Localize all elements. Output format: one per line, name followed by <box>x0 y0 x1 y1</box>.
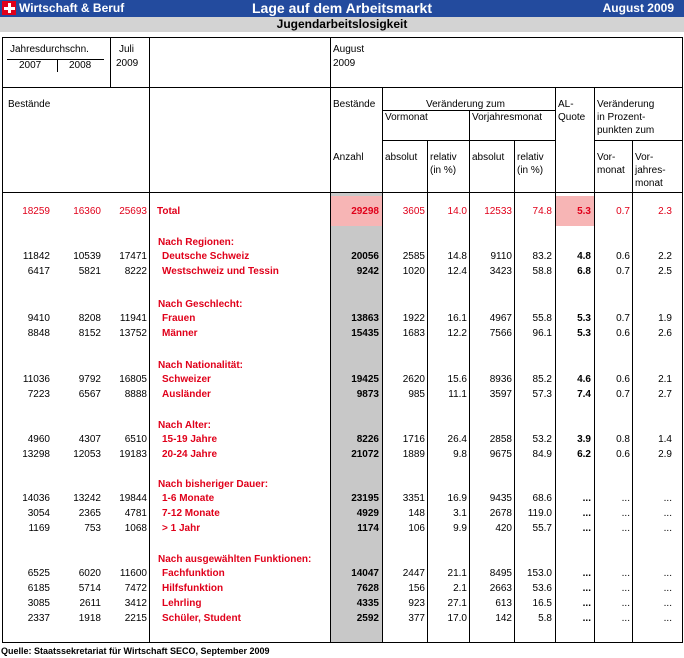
cell-2008: 9792 <box>78 374 101 385</box>
header-relativ-2-unit: (in %) <box>517 165 544 176</box>
cell-2007: 6417 <box>27 266 50 277</box>
cell-rel-vorjahr: 16.5 <box>532 598 552 609</box>
source-note: Quelle: Staatssekretariat für Wirtschaft SECO, September 2009 <box>1 646 270 656</box>
total-august: 29298 <box>351 206 379 217</box>
cell-abs-vormonat: 3351 <box>402 493 425 504</box>
row-label: Fachfunktion <box>162 568 225 579</box>
cell-2008: 12053 <box>73 449 101 460</box>
total-pp-vorjahr: 2.3 <box>658 206 672 217</box>
cell-rel-vormonat: 9.8 <box>453 449 467 460</box>
row-label: Ausländer <box>162 389 211 400</box>
cell-pp-vorjahr: ... <box>663 523 672 534</box>
cell-abs-vormonat: 377 <box>408 613 425 624</box>
cell-abs-vorjahr: 9435 <box>489 493 512 504</box>
cell-rel-vorjahr: 85.2 <box>532 374 552 385</box>
cell-abs-vorjahr: 2663 <box>489 583 512 594</box>
total-2008: 16360 <box>73 206 101 217</box>
row-label: Westschweiz und Tessin <box>162 266 279 277</box>
cell-abs-vormonat: 1716 <box>402 434 425 445</box>
header-title: Lage auf dem Arbeitsmarkt <box>252 0 432 16</box>
cell-juli: 16805 <box>119 374 147 385</box>
row-label: > 1 Jahr <box>162 523 201 534</box>
cell-rel-vormonat: 15.6 <box>447 374 467 385</box>
cell-al-quote: ... <box>582 568 591 579</box>
cell-2008: 2365 <box>78 508 101 519</box>
cell-august: 23195 <box>351 493 379 504</box>
cell-pp-vormonat: ... <box>621 598 630 609</box>
cell-pp-vorjahr: 1.9 <box>658 313 672 324</box>
cell-2008: 8208 <box>78 313 101 324</box>
cell-august: 9242 <box>356 266 379 277</box>
cell-2007: 14036 <box>22 493 50 504</box>
total-2007: 18259 <box>22 206 50 217</box>
cell-juli: 13752 <box>119 328 147 339</box>
header-veraenderung-proz-2: in Prozent- <box>597 112 646 123</box>
cell-al-quote: 6.8 <box>577 266 591 277</box>
section-title: Nach bisheriger Dauer: <box>158 479 269 490</box>
cell-2007: 11036 <box>22 374 50 385</box>
total-juli: 25693 <box>119 206 147 217</box>
cell-al-quote: ... <box>582 598 591 609</box>
header-august: August <box>333 44 365 55</box>
row-label: 20-24 Jahre <box>162 449 218 460</box>
header-vor-jahr-1: Vor- <box>635 152 654 163</box>
cell-al-quote: 6.2 <box>577 449 591 460</box>
cell-pp-vormonat: ... <box>621 493 630 504</box>
header-bestaende: Bestände <box>333 99 376 110</box>
cell-august: 1174 <box>357 523 379 534</box>
cell-abs-vorjahr: 7566 <box>489 328 512 339</box>
cell-pp-vorjahr: ... <box>663 568 672 579</box>
cell-rel-vormonat: 12.4 <box>447 266 467 277</box>
cell-rel-vorjahr: 5.8 <box>538 613 552 624</box>
cell-pp-vorjahr: ... <box>663 613 672 624</box>
cell-rel-vorjahr: 53.2 <box>532 434 552 445</box>
cell-abs-vorjahr: 2678 <box>489 508 512 519</box>
header-quote: Quote <box>558 112 586 123</box>
cell-abs-vorjahr: 9110 <box>490 251 512 262</box>
cell-2007: 2337 <box>27 613 50 624</box>
cell-abs-vorjahr: 613 <box>495 598 512 609</box>
cell-2007: 1169 <box>28 523 50 534</box>
section-title: Nach Regionen: <box>158 237 235 248</box>
cell-pp-vormonat: 0.7 <box>616 266 630 277</box>
cell-abs-vorjahr: 8936 <box>489 374 512 385</box>
cell-abs-vormonat: 106 <box>408 523 425 534</box>
cell-pp-vormonat: 0.7 <box>616 389 630 400</box>
cell-juli: 6510 <box>124 434 147 445</box>
header-juli: Juli <box>119 44 135 55</box>
header-al: AL- <box>558 99 574 110</box>
header-august-year: 2009 <box>333 58 356 69</box>
cell-rel-vormonat: 11.1 <box>448 389 467 400</box>
cell-august: 13863 <box>351 313 379 324</box>
cell-abs-vormonat: 1922 <box>402 313 425 324</box>
section-title: Nach Nationalität: <box>158 360 244 371</box>
cell-2007: 3054 <box>27 508 50 519</box>
total-label: Total <box>157 206 181 217</box>
cell-abs-vormonat: 985 <box>408 389 425 400</box>
header-relativ-1: relativ <box>430 152 457 163</box>
row-label: 15-19 Jahre <box>162 434 218 445</box>
cell-al-quote: ... <box>582 493 591 504</box>
cell-august: 20056 <box>351 251 379 262</box>
cell-pp-vorjahr: ... <box>663 508 672 519</box>
header-vor-monat-2: monat <box>597 165 625 176</box>
cell-pp-vormonat: 0.6 <box>616 374 630 385</box>
cell-pp-vormonat: 0.6 <box>616 328 630 339</box>
cell-abs-vorjahr: 3423 <box>489 266 512 277</box>
cell-august: 7628 <box>356 583 379 594</box>
cell-abs-vormonat: 1889 <box>402 449 425 460</box>
cell-2007: 4960 <box>27 434 50 445</box>
cell-abs-vorjahr: 9675 <box>489 449 512 460</box>
cell-juli: 4781 <box>124 508 147 519</box>
header-bar <box>0 0 684 17</box>
header-relativ-2: relativ <box>517 152 544 163</box>
total-pp-vormonat: 0.7 <box>616 206 630 217</box>
cell-abs-vormonat: 2585 <box>402 251 425 262</box>
cell-rel-vormonat: 12.2 <box>447 328 467 339</box>
header-vormonat: Vormonat <box>385 112 428 123</box>
cell-august: 15435 <box>351 328 379 339</box>
cell-august: 9873 <box>356 389 379 400</box>
cell-pp-vormonat: ... <box>621 508 630 519</box>
cell-2008: 5714 <box>78 583 101 594</box>
cell-pp-vormonat: ... <box>621 523 630 534</box>
cell-juli: 3412 <box>124 598 147 609</box>
cell-pp-vorjahr: ... <box>663 493 672 504</box>
cell-august: 21072 <box>351 449 379 460</box>
cell-2008: 8152 <box>78 328 101 339</box>
cell-rel-vorjahr: 55.7 <box>532 523 552 534</box>
cell-abs-vormonat: 148 <box>408 508 425 519</box>
cell-abs-vorjahr: 3597 <box>489 389 512 400</box>
cell-2008: 753 <box>84 523 101 534</box>
cell-pp-vorjahr: 2.1 <box>658 374 672 385</box>
cell-juli: 17471 <box>119 251 147 262</box>
header-2007: 2007 <box>19 60 42 71</box>
header-bestaende-left: Bestände <box>8 99 51 110</box>
header-jahresdurchschn: Jahresdurchschn. <box>10 44 89 55</box>
cell-rel-vormonat: 16.9 <box>447 493 467 504</box>
header-veraenderung-proz-3: punkten zum <box>597 125 655 136</box>
cell-pp-vorjahr: 2.5 <box>658 266 672 277</box>
cell-pp-vorjahr: 2.2 <box>658 251 672 262</box>
cell-rel-vorjahr: 57.3 <box>532 389 552 400</box>
cell-abs-vormonat: 1020 <box>402 266 425 277</box>
cell-2008: 6567 <box>78 389 101 400</box>
cell-al-quote: 3.9 <box>577 434 591 445</box>
row-label: Schweizer <box>162 374 211 385</box>
cell-2008: 4307 <box>78 434 101 445</box>
cell-pp-vormonat: 0.8 <box>616 434 630 445</box>
cell-rel-vormonat: 3.1 <box>453 508 467 519</box>
header-vor-monat-1: Vor- <box>597 152 616 163</box>
cell-rel-vorjahr: 68.6 <box>532 493 552 504</box>
cell-al-quote: 7.4 <box>577 389 591 400</box>
total-rel-vormonat: 14.0 <box>447 206 467 217</box>
cell-pp-vormonat: ... <box>621 613 630 624</box>
row-label: Hilfsfunktion <box>162 583 224 594</box>
cell-al-quote: ... <box>582 523 591 534</box>
cell-al-quote: ... <box>582 508 591 519</box>
cell-juli: 19183 <box>119 449 147 460</box>
cell-rel-vormonat: 14.8 <box>447 251 467 262</box>
cell-pp-vormonat: 0.6 <box>616 251 630 262</box>
cell-rel-vorjahr: 53.6 <box>532 583 552 594</box>
row-label: 1-6 Monate <box>162 493 215 504</box>
row-label: Deutsche Schweiz <box>162 251 250 262</box>
cell-rel-vormonat: 9.9 <box>453 523 467 534</box>
header-veraenderung-proz-1: Veränderung <box>597 99 655 110</box>
header-anzahl: Anzahl <box>333 152 364 163</box>
cell-2007: 8848 <box>27 328 50 339</box>
cell-2008: 10539 <box>73 251 101 262</box>
header-juli-year: 2009 <box>116 58 139 69</box>
cell-abs-vorjahr: 142 <box>495 613 512 624</box>
cell-pp-vorjahr: 2.6 <box>658 328 672 339</box>
cell-abs-vorjahr: 8495 <box>489 568 512 579</box>
cell-august: 4335 <box>356 598 379 609</box>
cell-2007: 11842 <box>22 251 50 262</box>
cell-abs-vorjahr: 4967 <box>489 313 512 324</box>
header-date: August 2009 <box>602 1 674 15</box>
cell-juli: 11600 <box>119 568 147 579</box>
cell-rel-vormonat: 27.1 <box>447 598 467 609</box>
header-veraenderung-zum: Veränderung zum <box>426 99 505 110</box>
row-label: Frauen <box>162 313 196 324</box>
cell-rel-vormonat: 16.1 <box>447 313 467 324</box>
row-label: Männer <box>162 328 198 339</box>
cell-juli: 19844 <box>119 493 147 504</box>
header-category: Wirtschaft & Beruf <box>19 1 125 15</box>
cell-august: 8226 <box>356 434 379 445</box>
header-vor-jahr-3: monat <box>635 178 663 189</box>
cell-abs-vormonat: 923 <box>408 598 425 609</box>
cell-abs-vormonat: 2447 <box>402 568 425 579</box>
cell-2007: 13298 <box>22 449 50 460</box>
cell-al-quote: ... <box>582 583 591 594</box>
cell-abs-vormonat: 1683 <box>402 328 425 339</box>
cell-rel-vormonat: 2.1 <box>453 583 467 594</box>
cell-pp-vormonat: ... <box>621 583 630 594</box>
header-vor-jahr-2: jahres- <box>635 165 666 176</box>
cell-2007: 7223 <box>27 389 50 400</box>
total-al-quote: 5.3 <box>577 206 591 217</box>
header-vorjahresmonat: Vorjahresmonat <box>472 112 543 123</box>
cell-juli: 8222 <box>124 266 147 277</box>
header-absolut-2: absolut <box>472 152 505 163</box>
total-abs-vormonat: 3605 <box>402 206 425 217</box>
cell-2007: 3085 <box>27 598 50 609</box>
cell-abs-vormonat: 156 <box>408 583 425 594</box>
cell-pp-vorjahr: 2.7 <box>658 389 672 400</box>
cell-juli: 2215 <box>124 613 147 624</box>
cell-2007: 9410 <box>27 313 50 324</box>
total-rel-vorjahr: 74.8 <box>532 206 552 217</box>
header-relativ-1-unit: (in %) <box>430 165 457 176</box>
cell-rel-vorjahr: 119.0 <box>527 508 552 519</box>
cell-rel-vorjahr: 96.1 <box>532 328 552 339</box>
section-title: Nach Alter: <box>158 420 211 431</box>
cell-rel-vormonat: 21.1 <box>447 568 467 579</box>
cell-pp-vorjahr: 1.4 <box>658 434 672 445</box>
cell-august: 4929 <box>356 508 379 519</box>
cell-rel-vorjahr: 55.8 <box>532 313 552 324</box>
cell-juli: 8888 <box>124 389 147 400</box>
cell-rel-vorjahr: 84.9 <box>532 449 552 460</box>
cell-2008: 1918 <box>78 613 101 624</box>
cell-al-quote: 5.3 <box>577 313 591 324</box>
header-2008: 2008 <box>69 60 92 71</box>
cell-rel-vormonat: 17.0 <box>447 613 467 624</box>
cell-abs-vorjahr: 2858 <box>489 434 512 445</box>
cell-pp-vormonat: ... <box>621 568 630 579</box>
cell-pp-vormonat: 0.6 <box>616 449 630 460</box>
cell-august: 19425 <box>351 374 379 385</box>
cell-2007: 6185 <box>27 583 50 594</box>
cell-2008: 13242 <box>73 493 101 504</box>
header-absolut-1: absolut <box>385 152 418 163</box>
cell-abs-vorjahr: 420 <box>495 523 512 534</box>
cell-rel-vorjahr: 58.8 <box>532 266 552 277</box>
cell-2007: 6525 <box>27 568 50 579</box>
cell-juli: 11941 <box>119 313 147 324</box>
page-subtitle: Jugendarbeitslosigkeit <box>0 17 684 32</box>
cell-al-quote: 4.8 <box>577 251 591 262</box>
cell-2008: 6020 <box>78 568 101 579</box>
section-title: Nach ausgewählten Funktionen: <box>158 554 312 565</box>
cell-rel-vorjahr: 153.0 <box>526 568 552 579</box>
cell-2008: 2611 <box>79 598 101 609</box>
cell-al-quote: 4.6 <box>577 374 591 385</box>
total-abs-vorjahr: 12533 <box>484 206 512 217</box>
row-label: Lehrling <box>162 598 202 609</box>
row-label: 7-12 Monate <box>162 508 220 519</box>
cell-august: 2592 <box>356 613 379 624</box>
cell-juli: 7472 <box>124 583 147 594</box>
cell-2008: 5821 <box>78 266 101 277</box>
cell-pp-vormonat: 0.7 <box>616 313 630 324</box>
cell-pp-vorjahr: ... <box>663 583 672 594</box>
cell-al-quote: 5.3 <box>577 328 591 339</box>
cell-august: 14047 <box>351 568 379 579</box>
cell-al-quote: ... <box>582 613 591 624</box>
cell-pp-vorjahr: ... <box>663 598 672 609</box>
cell-pp-vorjahr: 2.9 <box>658 449 672 460</box>
row-label: Schüler, Student <box>162 613 241 624</box>
cell-rel-vormonat: 26.4 <box>447 434 467 445</box>
cell-juli: 1068 <box>124 523 147 534</box>
cell-rel-vorjahr: 83.2 <box>532 251 552 262</box>
section-title: Nach Geschlecht: <box>158 299 243 310</box>
cell-abs-vormonat: 2620 <box>402 374 425 385</box>
